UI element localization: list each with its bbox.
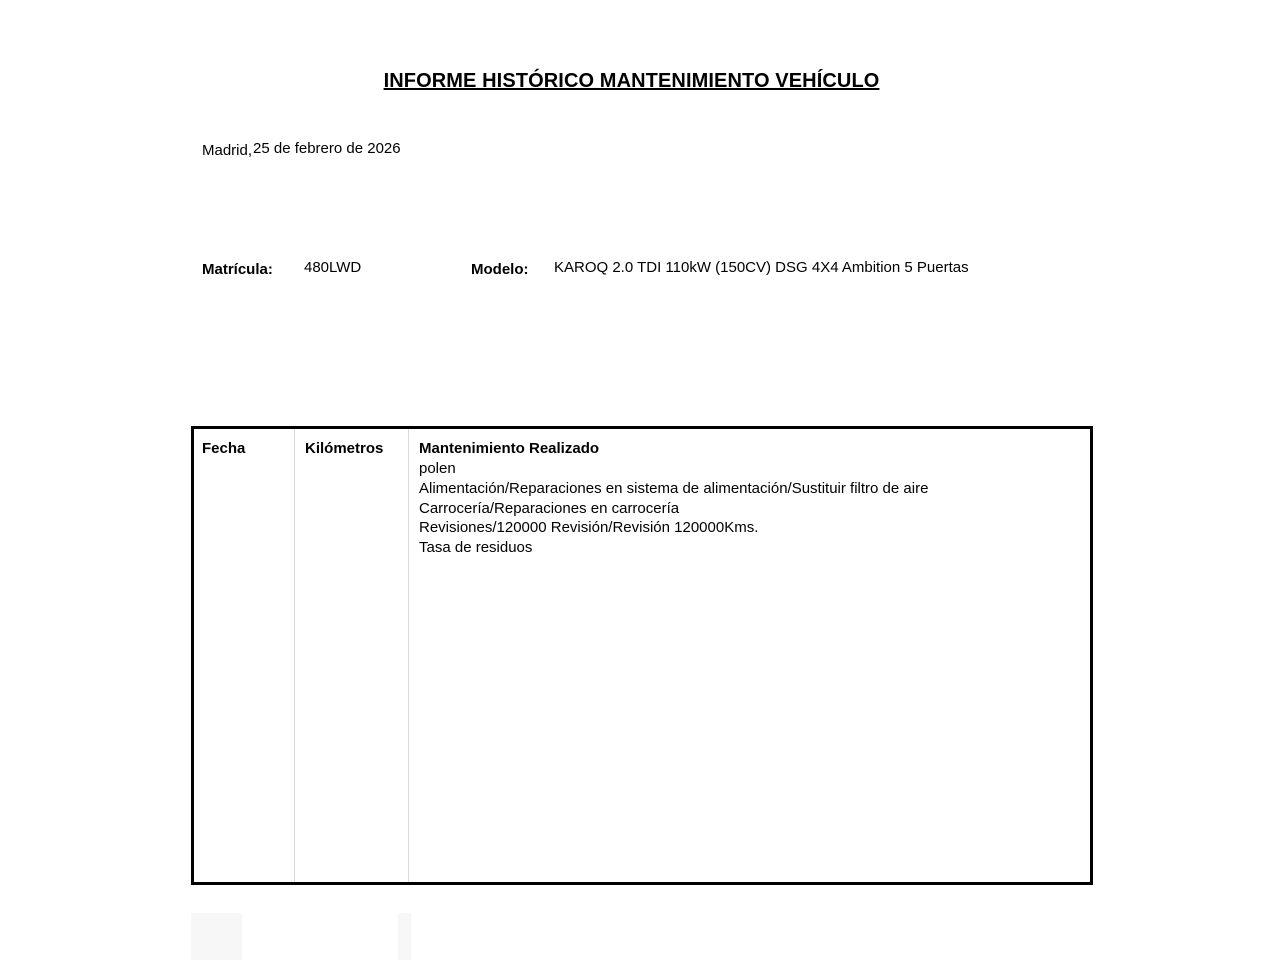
header-mantenimiento: Mantenimiento Realizado: [419, 440, 600, 457]
report-date: 25 de febrero de 2026: [253, 140, 401, 157]
maintenance-table: [191, 426, 1093, 885]
maintenance-list: [419, 459, 928, 558]
plate-value: 480LWD: [304, 259, 362, 276]
list-item: polen: [419, 460, 456, 477]
column-divider: [408, 429, 409, 882]
faint-block: [191, 913, 242, 960]
faint-block: [398, 913, 411, 960]
model-label: Modelo:: [471, 261, 529, 278]
report-place: Madrid,: [202, 142, 253, 159]
list-item: Carrocería/Reparaciones en carrocería: [419, 499, 680, 517]
header-kilometros: Kilómetros: [305, 440, 384, 457]
plate-label: Matrícula:: [202, 261, 273, 278]
list-item: Revisiones/120000 Revisión/Revisión 120000Kms.: [419, 519, 759, 537]
list-item: Alimentación/Reparaciones en sistema de alimentación/Sustituir filtro de aire: [419, 479, 929, 497]
report-title: INFORME HISTÓRICO MANTENIMIENTO VEHÍCULO: [383, 70, 880, 92]
column-divider: [294, 429, 295, 882]
model-value: KAROQ 2.0 TDI 110kW (150CV) DSG 4X4 Ambition 5 Puertas: [554, 259, 969, 276]
list-item: Tasa de residuos: [419, 539, 533, 557]
header-fecha: Fecha: [202, 440, 246, 457]
